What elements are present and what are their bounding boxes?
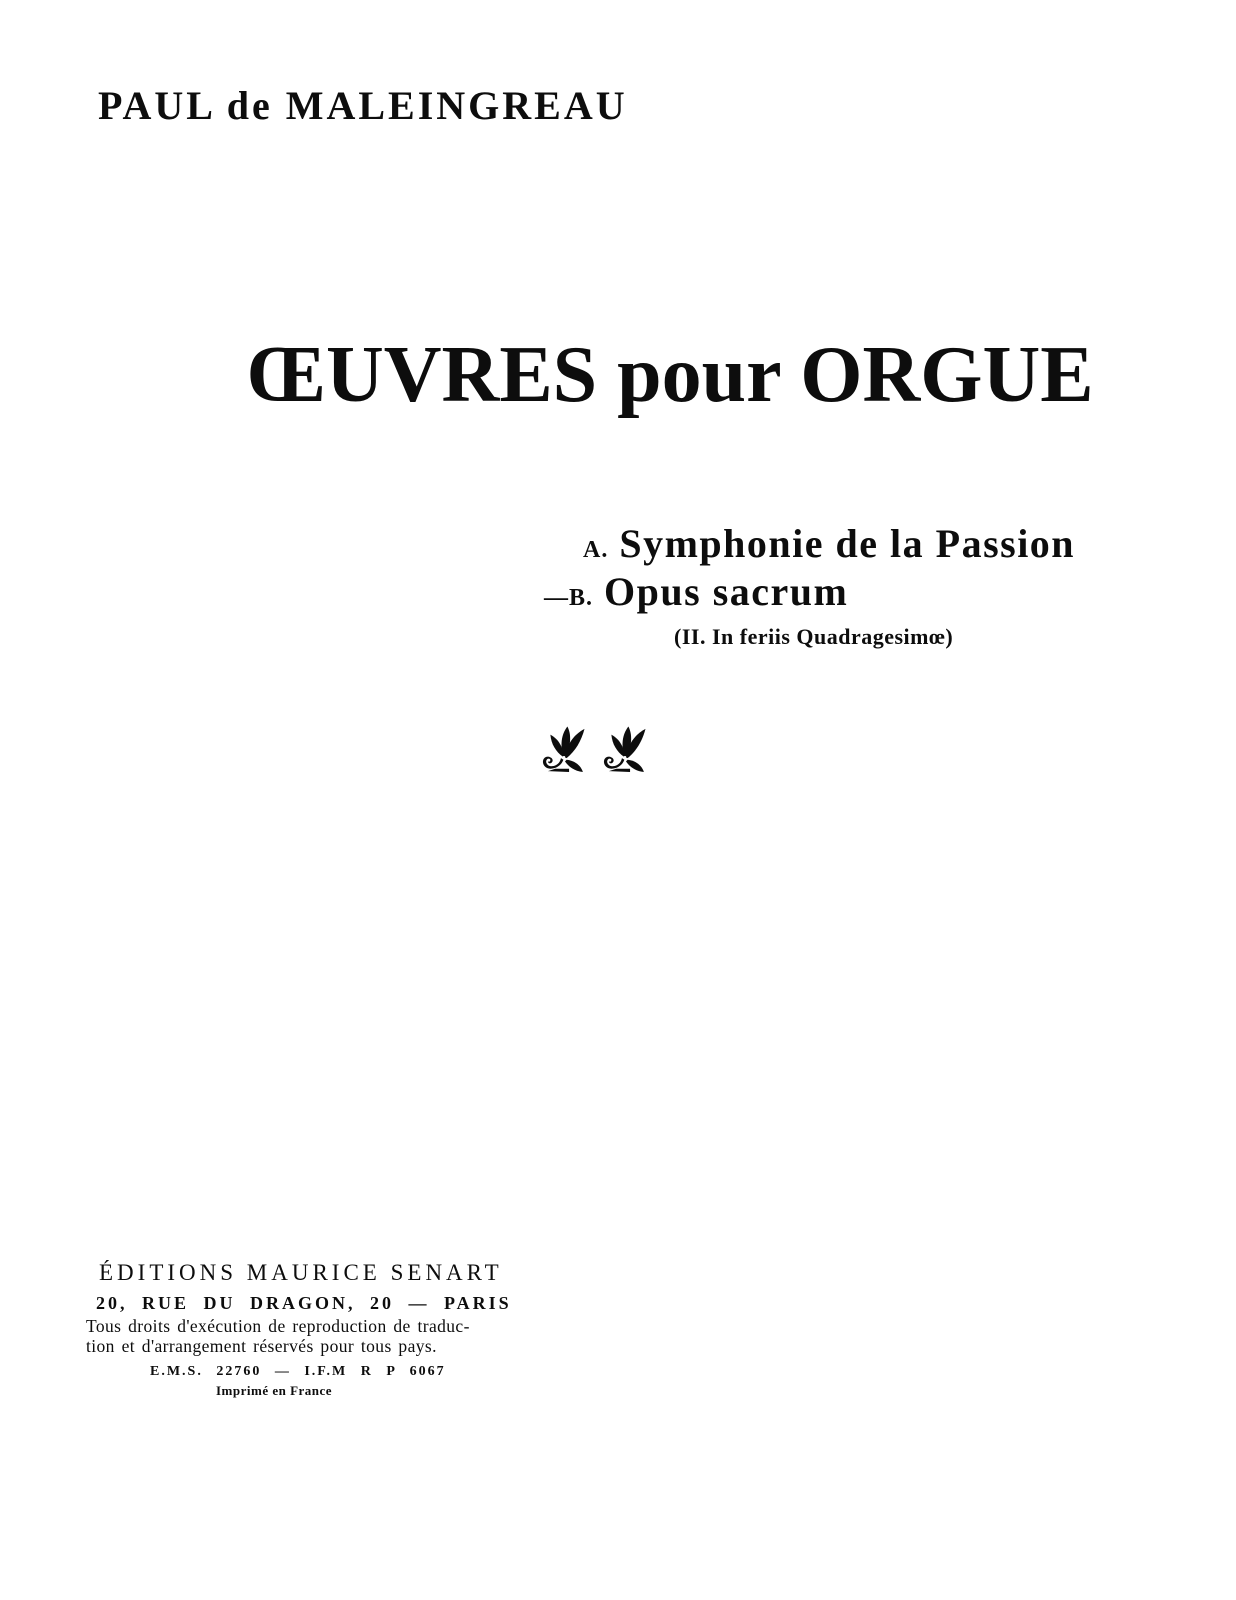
ornament-row [539,721,652,779]
publisher-address: 20, RUE DU DRAGON, 20 — PARIS [96,1293,512,1313]
work-a-label: A. [583,537,609,563]
fleuron-icon [539,721,591,779]
rights-notice-line2: tion et d'arrangement réservés pour tous pays. [86,1336,437,1356]
composer-name: PAUL de MALEINGREAU [98,83,628,128]
work-b-label: —B. [544,585,594,611]
work-a-title: Symphonie de la Passion [619,521,1076,566]
printed-in-notice: Imprimé en France [216,1383,333,1398]
plate-numbers: E.M.S. 22760 — I.F.M R P 6067 [150,1364,446,1379]
work-item-a [583,520,1075,567]
rights-notice-line1: Tous droits d'exécution de reproduction de traduc- [86,1316,470,1336]
work-item-b [544,568,848,615]
publisher-name: ÉDITIONS MAURICE SENART [99,1260,503,1285]
fleuron-icon [600,721,652,779]
work-b-subtitle: (II. In feriis Quadragesimœ) [674,624,954,649]
work-b-title: Opus sacrum [604,569,849,614]
page-title: ŒUVRES pour ORGUE [246,331,1094,419]
